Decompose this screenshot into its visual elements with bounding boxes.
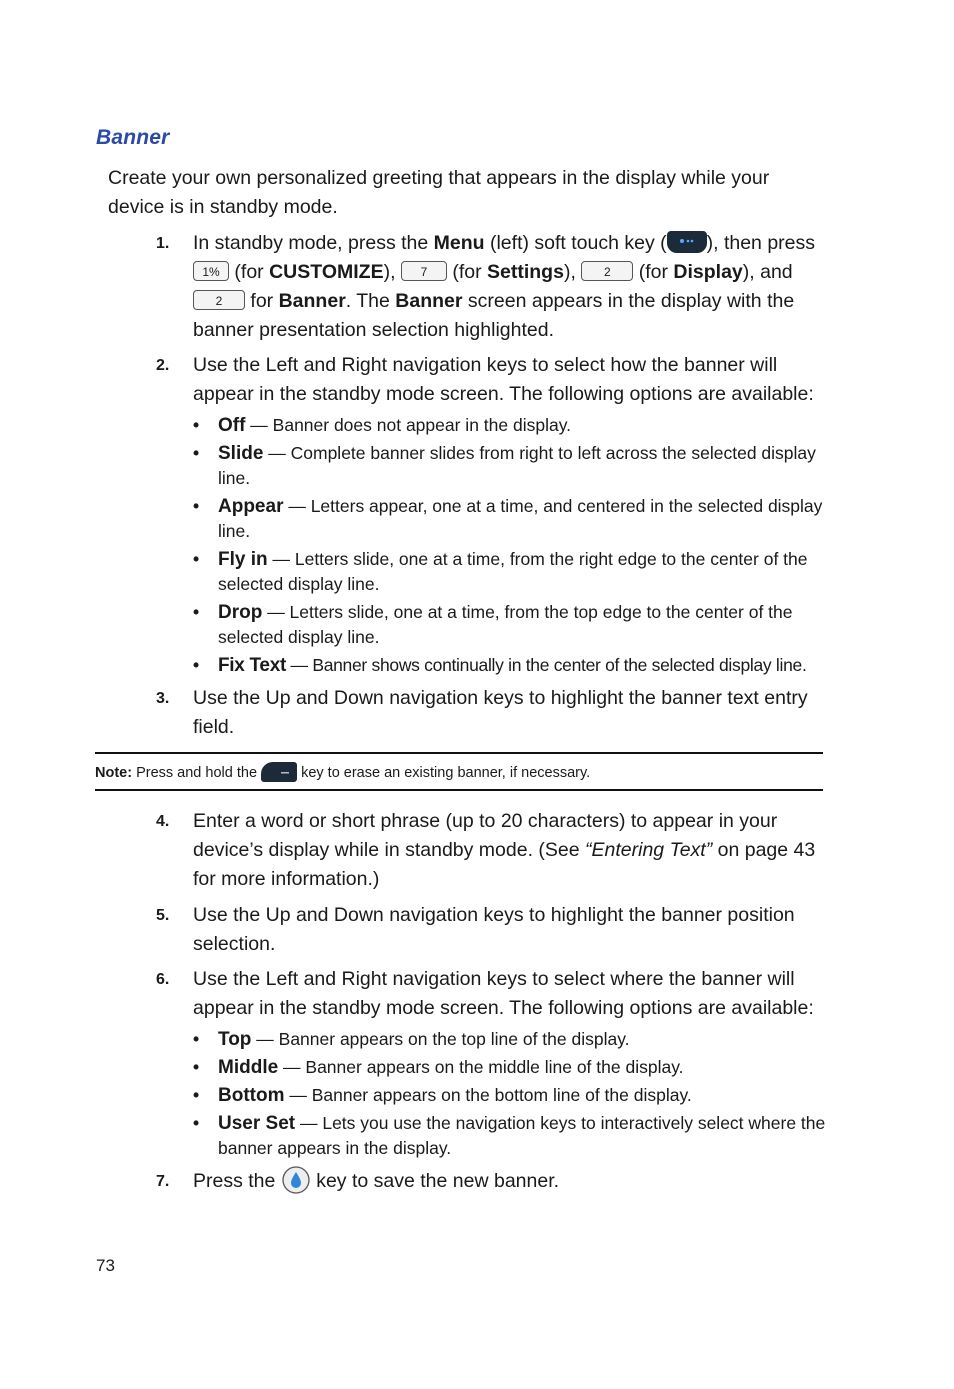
page-number: 73 — [96, 1256, 115, 1275]
note-text: key to erase an existing banner, if necessary. — [297, 765, 591, 781]
option-label: Fix Text — [218, 655, 286, 676]
cross-reference: “Entering Text” — [585, 839, 713, 861]
step-text: key to save the new banner. — [310, 1170, 560, 1193]
option-desc: — Lets you use the navigation keys to interactively select where the banner appears in the display. — [218, 1113, 826, 1158]
note — [95, 762, 590, 784]
section-title: Banner — [96, 126, 170, 149]
step-text: . The — [345, 290, 396, 312]
ok-key-icon — [281, 1165, 311, 1195]
menu-term: Menu — [433, 232, 485, 254]
list-item: • Middle — Banner appears on the middle line of the display. — [193, 1057, 684, 1078]
step-text: (for — [229, 261, 270, 283]
step-1 — [156, 229, 825, 345]
key-2-icon: 2 — [581, 261, 633, 281]
display-term: Display — [673, 261, 743, 283]
step-text: ), then press — [706, 232, 816, 254]
option-label: Off — [218, 415, 246, 436]
step-number: 6. — [156, 971, 170, 988]
note-bottom-rule — [95, 789, 823, 791]
step-text: In standby mode, press the — [193, 232, 434, 254]
option-label: Drop — [218, 602, 263, 623]
option-desc: — Banner appears on the top line of the display. — [251, 1029, 630, 1049]
step-text: screen appears in the display with the banner presentation selection highlighted. — [193, 290, 795, 341]
option-desc: — Banner does not appear in the display. — [245, 415, 572, 435]
option-desc: — Banner appears on the middle line of the display. — [278, 1057, 684, 1077]
step-number: 5. — [156, 907, 170, 924]
step-number: 7. — [156, 1173, 170, 1190]
step-text: on page 43 for more information.) — [193, 839, 816, 890]
option-label: Slide — [218, 443, 264, 464]
options-list — [193, 1027, 827, 1161]
note-text: Press and hold the — [132, 765, 262, 781]
option-desc: — Banner shows continually in the center of the selected display line. — [286, 655, 807, 675]
step-text: (for — [446, 261, 488, 283]
customize-term: CUSTOMIZE — [269, 261, 384, 283]
option-label: Fly in — [218, 549, 268, 570]
step-text: Press the — [193, 1170, 281, 1193]
step-6 — [156, 965, 825, 1023]
option-desc: — Complete banner slides from right to left across the selected display line. — [218, 443, 816, 488]
option-label: Middle — [218, 1057, 279, 1078]
list-item: • Fly in — Letters slide, one at a time, from the right edge to the center of the selected display line. — [193, 549, 808, 594]
option-label: Appear — [218, 496, 284, 517]
step-text: Use the Up and Down navigation keys to highlight the banner text entry field. — [193, 687, 808, 738]
settings-term: Settings — [487, 261, 564, 283]
list-item: • Bottom — Banner appears on the bottom line of the display. — [193, 1085, 692, 1106]
key-1-icon: 1% — [193, 261, 229, 281]
option-desc: — Letters appear, one at a time, and centered in the selected display line. — [218, 496, 823, 541]
list-item: • Appear — Letters appear, one at a time, and centered in the selected display line. — [193, 496, 823, 541]
option-label: Bottom — [218, 1085, 285, 1106]
step-text: (left) soft touch key ( — [484, 232, 667, 254]
list-item: • Off — Banner does not appear in the display. — [193, 415, 572, 436]
step-7 — [156, 1167, 825, 1197]
option-desc: — Letters slide, one at a time, from the top edge to the center of the selected display line. — [218, 602, 793, 647]
step-text: Enter a word or short phrase (up to 20 characters) to appear in your device’s display while in standby mode. (See — [193, 810, 778, 861]
list-item: • Top — Banner appears on the top line of the display. — [193, 1029, 630, 1050]
option-label: Top — [218, 1029, 252, 1050]
step-text: ), — [383, 261, 401, 283]
step-number: 3. — [156, 690, 170, 707]
step-text: Use the Left and Right navigation keys to select how the banner will appear in the standby mode screen. The following options are available: — [193, 354, 814, 405]
option-desc: — Letters slide, one at a time, from the right edge to the center of the selected display line. — [218, 549, 808, 594]
step-4 — [156, 807, 825, 894]
step-text: ), and — [742, 261, 793, 283]
step-text: for — [245, 290, 279, 312]
intro-paragraph: Create your own personalized greeting that appears in the display while your device is in standby mode. — [108, 167, 770, 218]
note-label: Note: — [95, 765, 133, 781]
key-2-icon: 2 — [193, 290, 245, 310]
step-5 — [156, 901, 825, 959]
list-item: • User Set — Lets you use the navigation keys to interactively select where the banner appears in the display. — [193, 1113, 826, 1158]
clear-key-icon — [261, 762, 297, 782]
banner-term: Banner — [395, 290, 463, 312]
step-number: 2. — [156, 357, 170, 374]
step-text: ), — [563, 261, 582, 283]
step-text: (for — [633, 261, 674, 283]
step-3 — [156, 684, 825, 742]
banner-term: Banner — [278, 290, 346, 312]
step-text: Use the Up and Down navigation keys to highlight the banner position selection. — [193, 904, 795, 955]
list-item: • Fix Text — Banner shows continually in the center of the selected display line. — [193, 655, 807, 676]
step-text: Use the Left and Right navigation keys to select where the banner will appear in the standby mode screen. The following options are available: — [193, 968, 814, 1019]
step-number: 1. — [156, 235, 170, 252]
soft-key-icon — [667, 231, 707, 253]
note-top-rule — [95, 752, 823, 754]
step-2 — [156, 351, 825, 409]
list-item: • Slide — Complete banner slides from right to left across the selected display line. — [193, 443, 816, 488]
list-item: • Drop — Letters slide, one at a time, from the top edge to the center of the selected display line. — [193, 602, 793, 647]
option-desc: — Banner appears on the bottom line of the display. — [284, 1085, 692, 1105]
step-number: 4. — [156, 813, 170, 830]
key-7-icon: 7 — [401, 261, 447, 281]
option-label: User Set — [218, 1113, 296, 1134]
options-list — [193, 413, 827, 678]
